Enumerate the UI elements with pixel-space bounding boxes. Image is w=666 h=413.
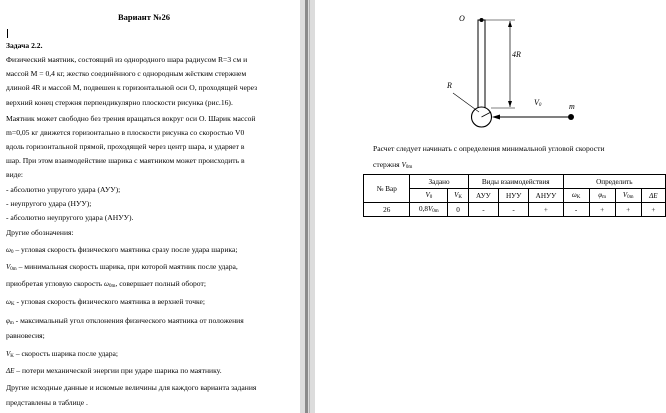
left-page (0, 0, 300, 413)
cell-auu: - (468, 203, 498, 217)
cell-v0m: + (615, 203, 641, 217)
label-m: m (569, 102, 575, 111)
task-heading: Задача 2.2. (6, 41, 43, 50)
impact-anuu: - абсолютно неупругого удара (АНУУ). (6, 213, 134, 222)
other-notation-label: Другие обозначения: (6, 228, 74, 237)
header-phi-m: $\varphi_m$ (589, 189, 615, 203)
impact-auu: - абсолютно упругого удара (АУУ); (6, 185, 121, 194)
cell-anuu: + (529, 203, 563, 217)
cell-variant: 26 (364, 203, 410, 217)
page-gap-line (309, 0, 310, 413)
header-v0m: $V_{0m}$ (615, 189, 641, 203)
cell-v0: $0,8V_{0m}$ (410, 203, 448, 217)
task-line-3: длиной 4R и массой M, подвешен к горизонтальной оси O, проходящей через (6, 83, 258, 92)
calc-line-2: стержня $V_{0m}$ (373, 160, 413, 170)
header-types: Виды взаимодействия (468, 175, 563, 189)
label-4r: 4R (512, 50, 521, 59)
small-ball-m (568, 114, 574, 120)
task-line-6: m=0,05 кг движется горизонтально в плоскости рисунка со скоростью V0 (6, 128, 245, 137)
header-variant: № Вар (364, 175, 410, 203)
variant-table (363, 174, 666, 217)
text-cursor (7, 29, 8, 38)
label-o: O (459, 14, 465, 23)
cell-vk: 0 (448, 203, 468, 217)
notation-phim-cont: равновесия; (6, 331, 45, 340)
dim-arrow-top (508, 21, 512, 27)
closing-line-1: Другие исходные данные и искомые величины для каждого варианта задания (6, 383, 257, 392)
pivot-point (480, 18, 484, 22)
notation-omegak: $\omega_K$ - угловая скорость физического маятника в верхней точке; (6, 297, 206, 307)
task-line-7: вдоль горизонтальной прямой, проходящей через центр шара, и ударяет в (6, 142, 245, 151)
cell-delta-e: + (641, 203, 665, 217)
header-anuu: АНУУ (529, 189, 563, 203)
page-title: Вариант №26 (118, 12, 171, 22)
notation-omega0: $\omega_0$ – угловая скорость физического маятника сразу после удара шарика; (6, 245, 238, 255)
header-delta-e: ΔE (641, 189, 665, 203)
calc-line-1: Расчет следует начинать с определения минимальной угловой скорости (373, 144, 605, 153)
pendulum-rod (478, 20, 485, 108)
notation-v0m: $V_{0m}$ – минимальная скорость шарика, при которой маятник после удара, (6, 262, 238, 272)
page-gap-shadow (305, 0, 308, 413)
dim-arrow-bottom (508, 101, 512, 107)
header-determine: Определить (563, 175, 665, 189)
impact-nuu: - неупругого удара (НУУ); (6, 199, 92, 208)
closing-line-2: представлены в таблице . (6, 398, 88, 407)
label-v0: $V_0$ (534, 98, 542, 108)
notation-vk: $V_K$ – скорость шарика после удара; (6, 349, 119, 359)
velocity-arrow-head (492, 115, 500, 120)
header-auu: АУУ (468, 189, 498, 203)
task-line-9: виде: (6, 170, 23, 179)
cell-nuu: - (499, 203, 529, 217)
table-row (364, 203, 666, 217)
cell-phi-m: + (589, 203, 615, 217)
pendulum-figure (315, 0, 666, 150)
label-r: R (447, 81, 452, 90)
header-given: Задано (410, 175, 468, 189)
task-line-2: массой M = 0,4 кг, жестко соединённого с однородным жёстким стержнем (6, 69, 247, 78)
r-leader-line (453, 93, 479, 112)
notation-v0m-cont: приобретая угловую скорость $\omega_{0m}$, совершает полный оборот; (6, 279, 206, 289)
header-v0: $V_0$ (410, 189, 448, 203)
cell-omega-k: - (563, 203, 589, 217)
header-omega-k: $\omega_K$ (563, 189, 589, 203)
task-line-1: Физический маятник, состоящий из однородного шара радиусом R=3 см и (6, 55, 248, 64)
notation-de: ΔE – потери механической энергии при ударе шарика по маятнику. (6, 366, 222, 375)
right-page (315, 0, 666, 413)
notation-phim: $\varphi_m$ - максимальный угол отклонения физического маятника от положения (6, 316, 244, 326)
header-nuu: НУУ (499, 189, 529, 203)
header-vk: $V_K$ (448, 189, 468, 203)
task-line-4: верхний конец стержня перпендикулярно плоскости рисунка (рис.16). (6, 98, 233, 107)
task-line-8: шар. При этом взаимодействие шарика с маятником может происходить в (6, 156, 245, 165)
task-line-5: Маятник может свободно без трения вращаться вокруг оси O. Шарик массой (6, 114, 256, 123)
